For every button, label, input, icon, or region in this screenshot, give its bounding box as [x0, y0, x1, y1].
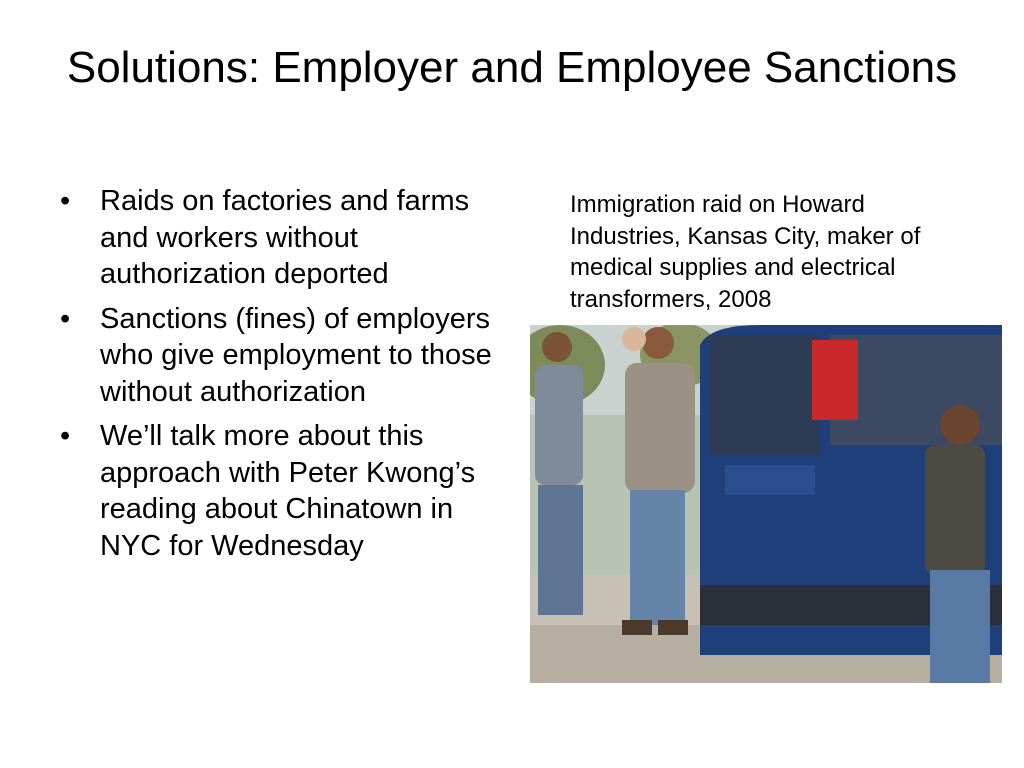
bullet-icon: • [60, 302, 71, 335]
bullet-item [58, 301, 498, 411]
bullet-icon: • [60, 420, 71, 452]
bullet-item [58, 183, 498, 293]
bullet-text: Raids on factories and farms and workers without authorization deported [100, 185, 470, 290]
photo-caption: Immigration raid on Howard Industries, Kansas City, maker of medical supplies and electrical transformers, 2008 [570, 191, 921, 313]
bullet-text: We’ll talk more about this approach with Peter Kwong’s reading about Chinatown in NYC for Wednesday [100, 420, 476, 562]
bullet-icon: • [60, 185, 71, 217]
photo-icon [530, 325, 1002, 683]
raid-photo [530, 325, 1002, 683]
bullet-item [58, 418, 498, 564]
bullet-list [58, 183, 498, 572]
bullet-text: Sanctions (fines) of employers who give employment to those without authorization [100, 302, 492, 408]
slide-title: Solutions: Employer and Employee Sanctions [66, 43, 958, 92]
